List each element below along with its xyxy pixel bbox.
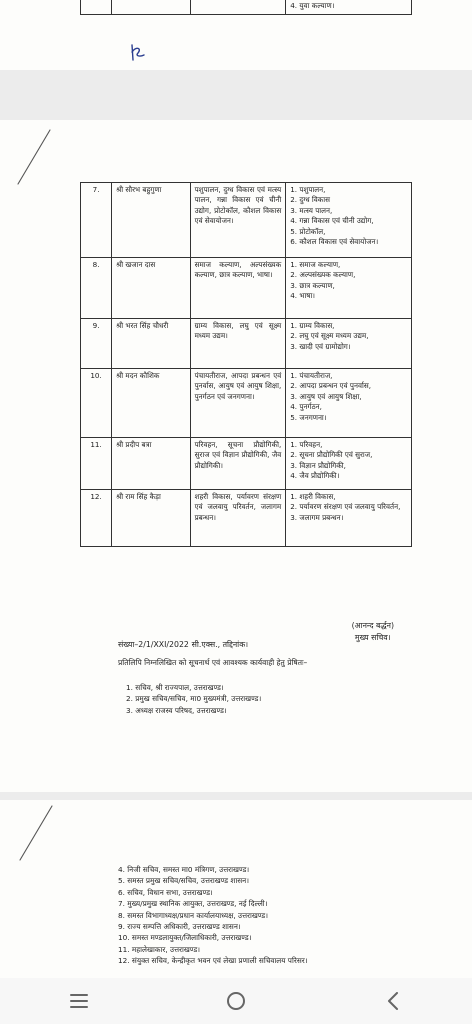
portfolio-list [286,490,412,547]
minister-name: श्री मदन कौशिक [112,369,190,438]
portfolio-description [190,0,286,14]
document-page-top [0,0,472,70]
portfolio-list [286,369,412,438]
list-item: 1. समाज कल्याण, [290,260,341,269]
list-item: 1. पंचायतीराज, [290,371,333,380]
list-item: 4. निजी सचिव, समस्त मा0 मंत्रिगण, उत्तराखण्ड। [118,865,250,874]
reference-suffix: सी.एक्स., तद्दिनांक। [191,640,249,649]
list-item: 6. कौशल विकास एवं सेवायोजन। [290,237,379,247]
row-number: 12. [81,490,112,547]
list-item: 4. भाषा। [290,291,316,301]
document-page-bottom [0,800,472,978]
list-item: 3. विज्ञान प्रौद्योगिकी, [290,460,346,470]
pen-stroke-icon [14,128,54,188]
minister-name: श्री भरत सिंह चौधरी [112,319,190,369]
list-item: 3. मत्स्य पालन, [290,205,333,215]
copy-recipients-list-continued [118,864,308,967]
initial-mark-icon [126,42,150,64]
portfolio-table-top [80,0,412,15]
portfolio-description: समाज कल्याण, अल्पसंख्यक कल्याण, छात्र कल्याण, भाषा। [190,258,286,319]
portfolio-list [286,258,412,319]
row-number: 7. [81,183,112,258]
recent-apps-button[interactable] [59,981,99,1021]
portfolio-description: ग्राम्य विकास, लघु एवं सूक्ष्म मध्यम उद्यम। [190,319,286,369]
list-item: 2. पर्यावरण संरक्षण एवं जलवायु परिवर्तन, [290,502,401,512]
list-item: 8. समस्त विभागाध्यक्ष/प्रधान कार्यालयाध्यक्ष, उत्तराखण्ड। [118,910,268,920]
signatory-name: (आनन्द बर्द्धन) [351,621,394,630]
signatory-title: मुख्य सचिव। [354,633,391,642]
list-item: 3. खादी एवं ग्रामोद्योग। [290,341,351,351]
minister-name [112,0,190,14]
portfolio-description: पंचायतीराज, आपदा प्रबन्धन एवं पुनर्वास, आयुष एवं आयुष शिक्षा, पुनर्गठन एवं जनगणना। [190,369,286,438]
list-item: 1. पशुपालन, [290,185,326,194]
portfolio-description: पशुपालन, दुग्ध विकास एवं मत्स्य पालन, गन्ना विकास एवं चीनी उद्योग, प्रोटोकॉल, कौशल विकास एवं सेवायोजन। [190,183,286,258]
copy-forwarded-line: प्रतिलिपि निम्नलिखित को सूचनार्थ एवं आवश्यक कार्यवाही हेतु प्रेषितः– [118,658,308,667]
list-item: 5. प्रोटोकॉल, [290,226,326,236]
list-item: 3. जलागम प्रबन्धन। [290,512,344,522]
minister-name: श्री सौरभ बहुगुणा [112,183,190,258]
recent-apps-icon [70,993,88,1009]
home-icon [226,991,246,1011]
minister-name: श्री खजान दास [112,258,190,319]
list-item: 2. लघु एवं सूक्ष्म मध्यम उद्यम, [290,331,369,341]
list-item: 11. महालेखाकार, उत्तराखण्ड। [118,944,200,954]
list-item: 4. पुनर्गठन, [290,402,322,412]
home-button[interactable] [216,981,256,1021]
list-item: 5. समस्त प्रमुख सचिव/सचिव, उत्तराखण्ड शासन। [118,876,249,886]
table-row [81,258,412,319]
table-row [81,319,412,369]
list-item: 4. जैव प्रौद्योगिकी। [290,471,340,481]
list-item: 2. आपदा प्रबन्धन एवं पुनर्वास, [290,381,371,391]
list-item: 1. सचिव, श्री राज्यपाल, उत्तराखण्ड। [126,683,224,692]
row-number: 11. [81,438,112,490]
list-item: 2. सूचना प्रौद्योगिकी एवं सुराज, [290,450,373,460]
list-item: 2. अल्पसंख्यक कल्याण, [290,270,356,280]
table-row [81,490,412,547]
reference-code: संख्या–2/1/XXI/2022 [118,640,189,649]
table-row [81,438,412,490]
document-page-main [0,120,472,792]
row-number [81,0,112,14]
list-item: 1. ग्राम्य विकास, [290,321,335,330]
portfolio-table [80,182,412,547]
back-button[interactable] [373,981,413,1021]
list-item: 9. राज्य सम्पत्ति अधिकारी, उत्तराखण्ड शासन। [118,922,241,932]
row-number: 8. [81,258,112,319]
list-item: 1. शहरी विकास, [290,492,336,501]
list-item: 4. गन्ना विकास एवं चीनी उद्योग, [290,216,374,226]
table-row [81,183,412,258]
list-item: 3. अध्यक्ष राजस्व परिषद, उत्तराखण्ड। [126,705,227,715]
list-item: 7. मुख्य/प्रमुख स्थानिक आयुक्त, उत्तराखण्ड, नई दिल्ली। [118,899,268,909]
copy-recipients-list [126,682,261,716]
portfolio-list [286,0,412,14]
list-item: 2. प्रमुख सचिव/सचिव, मा0 मुख्यमंत्री, उत्तराखण्ड। [126,694,262,704]
list-item: 10. समस्त मण्डलायुक्त/जिलाधिकारी, उत्तराखण्ड। [118,933,252,943]
table-row [81,0,412,14]
list-item: 12. संयुक्त सचिव, केन्द्रीकृत भवन एवं लेखा प्रणाली सचिवालय परिसर। [118,956,308,966]
minister-name: श्री प्रदीप बत्रा [112,438,190,490]
signature-block [352,620,394,644]
reference-number [118,640,248,650]
minister-name: श्री राम सिंह कैड़ा [112,490,190,547]
back-icon [386,992,400,1010]
list-item: 4. युवा कल्याण। [290,1,335,11]
portfolio-list [286,319,412,369]
portfolio-description: परिवहन, सूचना प्रौद्योगिकी, सुराज एवं विज्ञान प्रौद्योगिकी, जैव प्रौद्योगिकी। [190,438,286,490]
android-navigation-bar [0,978,472,1024]
pen-stroke-icon [16,804,56,864]
list-item: 2. दुग्ध विकास [290,195,331,205]
list-item: 5. जनगणना। [290,412,327,422]
row-number: 9. [81,319,112,369]
row-number: 10. [81,369,112,438]
table-row [81,369,412,438]
portfolio-list [286,438,412,490]
list-item: 6. सचिव, विधान सभा, उत्तराखण्ड। [118,887,213,897]
portfolio-list [286,183,412,258]
list-item: 3. छात्र कल्याण, [290,280,335,290]
list-item: 1. परिवहन, [290,440,323,449]
portfolio-description: शहरी विकास, पर्यावरण संरक्षण एवं जलवायु परिवर्तन, जलागम प्रबन्धन। [190,490,286,547]
list-item: 3. आयुष एवं आयुष शिक्षा, [290,391,362,401]
